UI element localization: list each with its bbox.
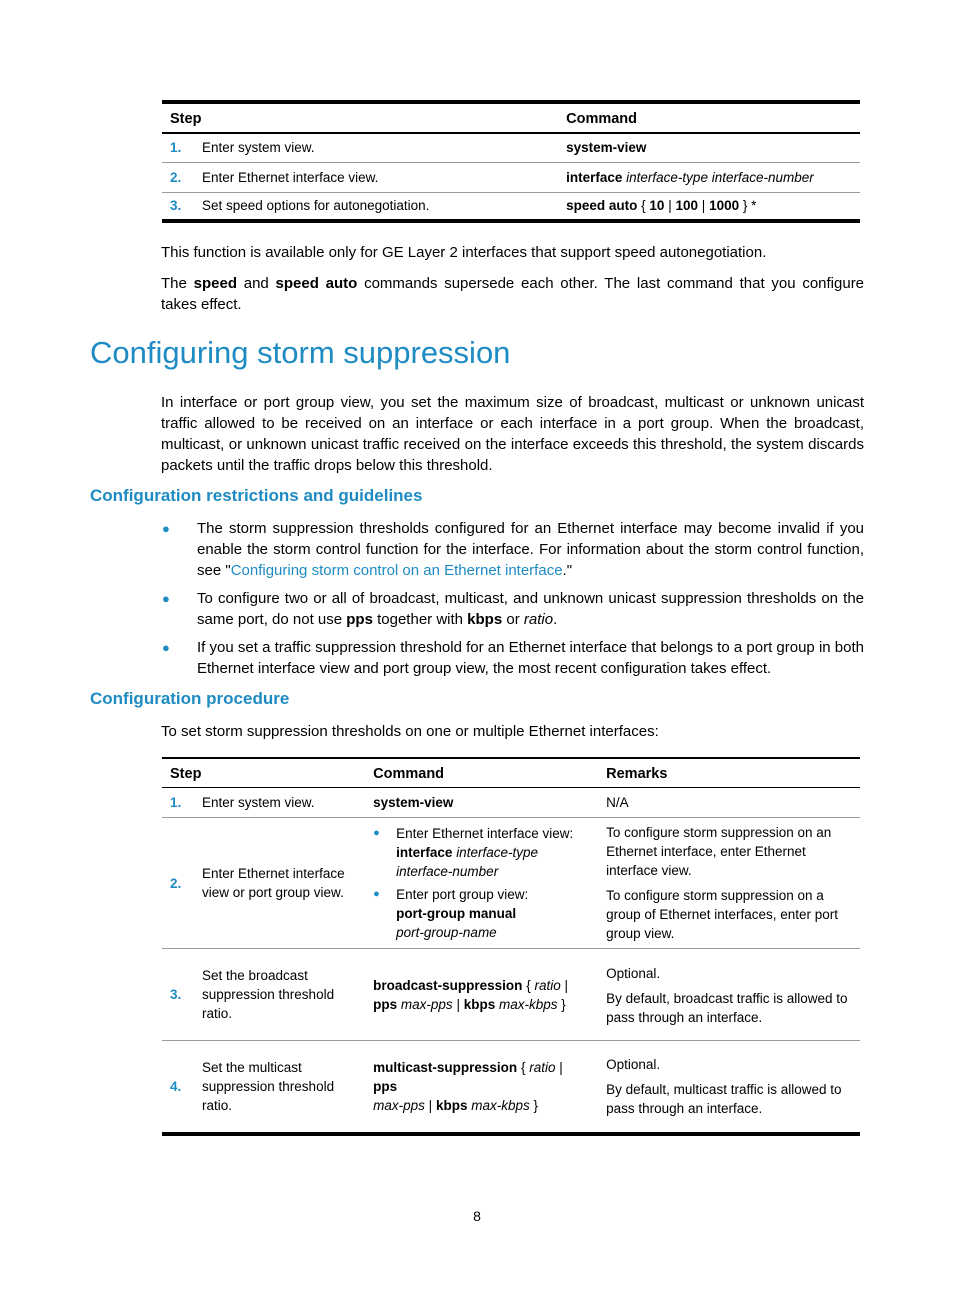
argument-ratio: ratio <box>534 977 561 993</box>
supersede-note <box>161 273 864 315</box>
keyword-speed-auto: speed auto <box>275 275 358 292</box>
command-cell <box>365 818 598 949</box>
separator: | <box>701 198 706 214</box>
brace-close: } <box>561 996 566 1012</box>
step-number: 3. <box>170 198 182 214</box>
text-rest: commands supersede each other. The last command that you configure takes effect. <box>161 275 865 313</box>
command-keyword: system-view <box>566 140 647 156</box>
command-cell <box>365 1041 598 1134</box>
page-number: 8 <box>473 1208 481 1224</box>
column-header-command: Command <box>566 111 638 127</box>
step-text: Enter Ethernet interface view or port group view. <box>202 866 345 900</box>
brace-open: { <box>641 198 646 214</box>
availability-note: This function is available only for GE Layer 2 interfaces that support speed autonegotiation. <box>161 244 767 261</box>
step-text: Enter Ethernet interface view. <box>202 169 379 185</box>
command-cell <box>558 133 860 162</box>
text-and: and <box>243 275 269 292</box>
command-keyword: port-group manual <box>396 906 517 921</box>
list-item <box>162 637 864 679</box>
separator: | <box>559 1059 563 1075</box>
bullet-icon: ● <box>162 591 170 606</box>
step-number: 3. <box>170 987 182 1002</box>
text: To configure two or all of broadcast, multicast, and unknown unicast suppression thresholds on the same port, do not use <box>197 590 864 628</box>
bullet-icon: ● <box>373 888 380 900</box>
brace-open: { <box>526 977 531 993</box>
speed-10: 10 <box>649 198 665 214</box>
table-row <box>162 949 860 1041</box>
table-row <box>162 162 860 192</box>
keyword-pps: pps <box>373 1078 398 1094</box>
bullet-icon: ● <box>162 521 170 536</box>
brace-close: } * <box>742 198 757 214</box>
command-cell <box>365 788 598 818</box>
table-row <box>162 788 860 818</box>
bullet-text: If you set a traffic suppression threshold for an Ethernet interface that belongs to a port group in both Ethernet interface view and port group view, the most recent configuration takes effect. <box>197 639 864 677</box>
list-item <box>373 824 590 881</box>
argument-ratio: ratio <box>529 1059 556 1075</box>
argument-max-pps: max-pps <box>373 1097 425 1113</box>
column-header-step: Step <box>170 766 202 782</box>
subsection-title-restrictions: Configuration restrictions and guidelines <box>90 486 423 505</box>
bullet-text <box>197 518 864 581</box>
keyword-kbps: kbps <box>463 996 496 1012</box>
keyword-pps: pps <box>346 611 373 628</box>
table-row <box>162 1041 860 1134</box>
table-row <box>162 818 860 949</box>
command-argument: port-group-name <box>396 925 497 940</box>
subsection-title-procedure: Configuration procedure <box>90 689 290 708</box>
step-text: Set the broadcast suppression threshold ratio. <box>202 968 335 1021</box>
brace-open: { <box>520 1059 526 1075</box>
list-item <box>162 518 864 581</box>
separator: | <box>428 1097 433 1113</box>
argument-max-pps: max-pps <box>400 996 453 1012</box>
keyword-kbps: kbps <box>467 611 503 628</box>
command-cell <box>365 949 598 1041</box>
command-cell <box>558 162 860 192</box>
step-number: 2. <box>170 875 182 891</box>
remark-text: By default, broadcast traffic is allowed to pass through an interface. <box>606 990 848 1025</box>
command-keyword: interface <box>566 169 623 185</box>
remark-cell <box>598 1041 860 1134</box>
command-keyword: broadcast-suppression <box>373 977 523 993</box>
command-keyword: system-view <box>373 795 454 810</box>
speed-options-table <box>162 100 860 223</box>
text: Enter Ethernet interface view: <box>396 826 574 841</box>
text: The storm suppression thresholds configured for an Ethernet interface may become invalid if you enable the storm control function for the interface. For information about the storm control function, see " <box>197 520 864 579</box>
remark-cell <box>598 818 860 949</box>
remark-cell <box>598 949 860 1041</box>
keyword-speed: speed <box>193 275 237 292</box>
command-keyword: multicast-suppression <box>373 1059 518 1075</box>
remark-cell: N/A <box>606 795 629 810</box>
speed-100: 100 <box>675 198 699 214</box>
bullet-icon: ● <box>162 640 170 655</box>
list-item <box>373 885 590 942</box>
table-row <box>162 133 860 162</box>
separator: | <box>456 996 460 1012</box>
bullet-icon: ● <box>373 827 380 839</box>
step-number: 2. <box>170 169 182 185</box>
column-header-remarks: Remarks <box>606 766 668 782</box>
step-text: Enter system view. <box>202 140 315 156</box>
speed-1000: 1000 <box>709 198 740 214</box>
step-number: 1. <box>170 795 182 810</box>
keyword-kbps: kbps <box>435 1097 468 1113</box>
argument-max-kbps: max-kbps <box>499 996 558 1012</box>
remark-text: To configure storm suppression on a group of Ethernet interfaces, enter port group view. <box>606 888 839 941</box>
remark-text: To configure storm suppression on an Ethernet interface, enter Ethernet interface view. <box>606 825 832 878</box>
column-header-command: Command <box>373 766 445 782</box>
argument-ratio: ratio <box>523 611 554 628</box>
remark-text: By default, multicast traffic is allowed to pass through an interface. <box>606 1082 842 1117</box>
command-argument: interface-type interface-number <box>396 845 538 879</box>
brace-close: } <box>533 1097 539 1113</box>
command-cell <box>558 192 860 221</box>
procedure-intro: To set storm suppression thresholds on one or multiple Ethernet interfaces: <box>161 723 659 740</box>
separator: | <box>668 198 672 214</box>
keyword-pps: pps <box>373 996 398 1012</box>
remark-text: Optional. <box>606 965 661 981</box>
command-keyword: speed auto <box>566 198 638 214</box>
text: . <box>553 611 558 628</box>
table-row <box>162 192 860 221</box>
storm-suppression-table <box>162 757 860 1136</box>
separator: | <box>564 977 569 993</box>
text: Enter port group view: <box>396 887 529 902</box>
table-header-row <box>162 758 860 788</box>
column-header-step: Step <box>170 111 202 127</box>
text: ." <box>562 562 573 579</box>
step-text: Set speed options for autonegotiation. <box>202 198 430 214</box>
section-title: Configuring storm suppression <box>90 335 511 370</box>
storm-control-link[interactable]: Configuring storm control on an Ethernet interface <box>230 562 563 579</box>
bullet-text <box>197 588 864 630</box>
step-number: 4. <box>170 1078 182 1094</box>
argument-max-kbps: max-kbps <box>471 1097 530 1113</box>
step-text: Enter system view. <box>202 795 315 810</box>
text: together with <box>377 611 463 628</box>
table-header-row <box>162 102 860 133</box>
step-text: Set the multicast suppression threshold ratio. <box>202 1059 335 1113</box>
list-item <box>162 588 864 630</box>
text-the: The <box>161 275 187 292</box>
remark-text: Optional. <box>606 1057 661 1073</box>
step-number: 1. <box>170 140 182 156</box>
command-argument: interface-type interface-number <box>626 169 814 185</box>
command-keyword: interface <box>396 845 453 860</box>
text: or <box>506 611 520 628</box>
section-intro: In interface or port group view, you set the maximum size of broadcast, multicast or unknown unicast traffic allowed to be received on an interface or each interface in a port group. When the broadcast, multicast, or unknown unicast traffic received on the interface exceeds this threshold, the system discards packets until the traffic drops below this threshold. <box>161 394 864 474</box>
